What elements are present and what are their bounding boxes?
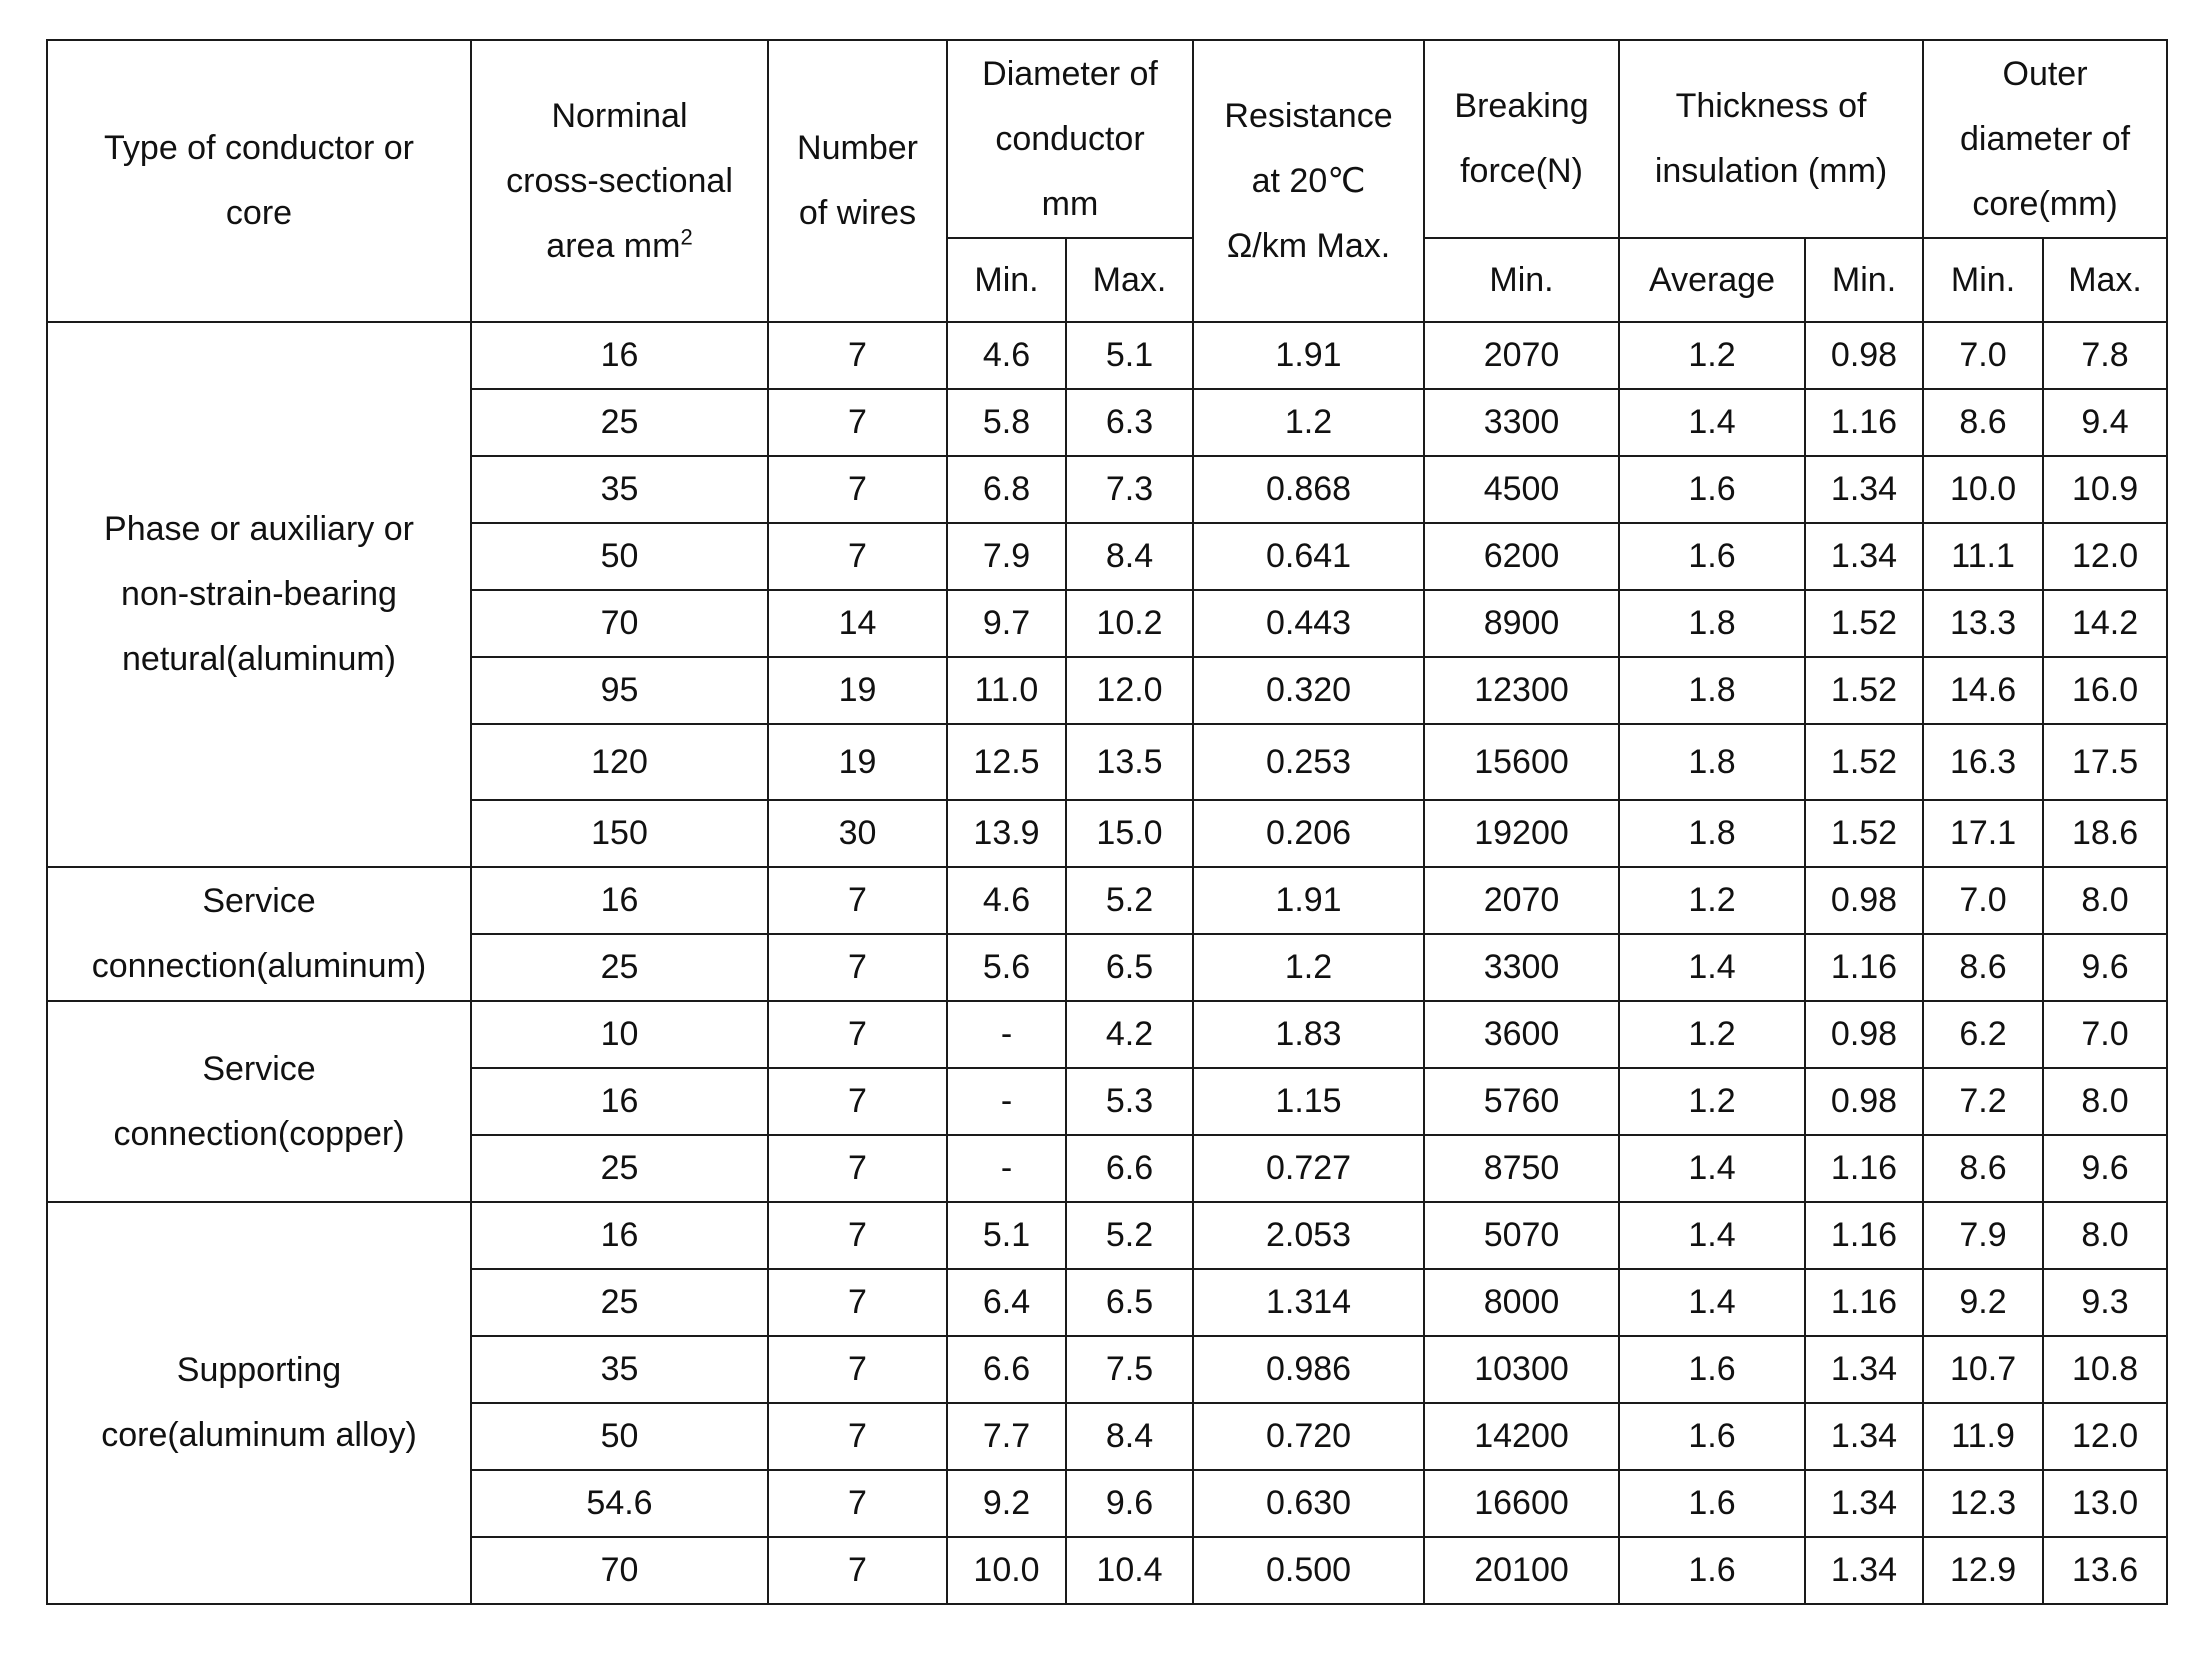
cell-insulation-average: 1.4 [1619, 1135, 1805, 1202]
group-name-line: Service [202, 882, 316, 920]
subheader-breaking-min: Min. [1424, 238, 1619, 322]
cell-insulation-min: 1.16 [1805, 934, 1923, 1001]
cell-area: 25 [471, 934, 768, 1001]
cell-breaking-force: 2070 [1424, 867, 1619, 934]
cell-insulation-min: 1.34 [1805, 1403, 1923, 1470]
table-row [47, 1202, 2167, 1269]
cell-area: 35 [471, 456, 768, 523]
cell-breaking-force: 16600 [1424, 1470, 1619, 1537]
cell-insulation-min: 1.16 [1805, 1269, 1923, 1336]
cell-wires: 7 [768, 1336, 947, 1403]
cell-diameter-max: 6.5 [1066, 1269, 1193, 1336]
cell-insulation-min: 1.52 [1805, 800, 1923, 867]
cell-area: 10 [471, 1001, 768, 1068]
header-wires [768, 40, 947, 322]
cell-insulation-average: 1.6 [1619, 456, 1805, 523]
header-area-line: Norminal [551, 96, 688, 135]
cell-wires: 7 [768, 867, 947, 934]
cell-diameter-min: - [947, 1068, 1066, 1135]
cell-outer-min: 13.3 [1923, 590, 2043, 657]
cell-resistance: 0.986 [1193, 1336, 1424, 1403]
table-row [47, 322, 2167, 389]
cell-area: 50 [471, 523, 768, 590]
cell-resistance: 1.2 [1193, 389, 1424, 456]
group-name-line: non-strain-bearing [121, 575, 397, 613]
cell-insulation-average: 1.4 [1619, 1202, 1805, 1269]
header-outer-line: diameter of [1959, 119, 2131, 158]
header-resistance [1193, 40, 1424, 322]
cell-area: 95 [471, 657, 768, 724]
header-breaking-line: force(N) [1460, 152, 1583, 190]
cell-breaking-force: 20100 [1424, 1537, 1619, 1604]
cell-insulation-min: 1.16 [1805, 1202, 1923, 1269]
cell-resistance: 2.053 [1193, 1202, 1424, 1269]
header-area-unit [476, 214, 763, 279]
cell-outer-min: 10.0 [1923, 456, 2043, 523]
group-name-line: Service [202, 1049, 316, 1088]
cell-outer-max: 7.0 [2043, 1001, 2167, 1068]
cell-outer-min: 11.1 [1923, 523, 2043, 590]
cell-outer-max: 8.0 [2043, 1068, 2167, 1135]
cell-insulation-min: 1.34 [1805, 1537, 1923, 1604]
cell-diameter-min: 4.6 [947, 322, 1066, 389]
cell-outer-min: 7.0 [1923, 322, 2043, 389]
cell-diameter-min: 5.6 [947, 934, 1066, 1001]
cell-outer-max: 16.0 [2043, 657, 2167, 724]
header-diameter-line: conductor [995, 119, 1145, 158]
cell-breaking-force: 19200 [1424, 800, 1619, 867]
cell-insulation-min: 1.52 [1805, 590, 1923, 657]
cell-resistance: 1.314 [1193, 1269, 1424, 1336]
cell-wires: 30 [768, 800, 947, 867]
cell-diameter-max: 5.1 [1066, 322, 1193, 389]
table-row [47, 1001, 2167, 1068]
cell-breaking-force: 5760 [1424, 1068, 1619, 1135]
subheader-outer-max: Max. [2043, 238, 2167, 322]
header-row-top [47, 40, 2167, 238]
header-insulation-line: insulation (mm) [1654, 152, 1888, 190]
cell-diameter-max: 9.6 [1066, 1470, 1193, 1537]
group-name-line: Phase or auxiliary or [104, 510, 414, 548]
header-type-line: Type of conductor or [104, 129, 414, 167]
cell-diameter-max: 7.3 [1066, 456, 1193, 523]
header-wires-line: of wires [798, 194, 917, 232]
cell-area: 120 [471, 724, 768, 800]
cell-insulation-average: 1.8 [1619, 657, 1805, 724]
cell-diameter-max: 13.5 [1066, 724, 1193, 800]
cell-insulation-average: 1.2 [1619, 322, 1805, 389]
cell-wires: 7 [768, 1403, 947, 1470]
header-area-sup: 2 [680, 224, 693, 250]
header-area-line: cross-sectional [506, 161, 733, 200]
cell-breaking-force: 3600 [1424, 1001, 1619, 1068]
group-name-cell [47, 1001, 471, 1202]
cell-diameter-max: 10.4 [1066, 1537, 1193, 1604]
cell-insulation-min: 1.34 [1805, 1336, 1923, 1403]
cell-insulation-min: 0.98 [1805, 1068, 1923, 1135]
cell-diameter-min: - [947, 1135, 1066, 1202]
header-diameter [947, 40, 1193, 238]
cell-wires: 7 [768, 322, 947, 389]
cell-breaking-force: 12300 [1424, 657, 1619, 724]
cell-resistance: 0.720 [1193, 1403, 1424, 1470]
cell-breaking-force: 8000 [1424, 1269, 1619, 1336]
cell-insulation-average: 1.2 [1619, 867, 1805, 934]
cell-outer-max: 10.9 [2043, 456, 2167, 523]
cell-outer-min: 7.9 [1923, 1202, 2043, 1269]
cell-breaking-force: 8900 [1424, 590, 1619, 657]
cell-resistance: 1.91 [1193, 322, 1424, 389]
cell-resistance: 0.320 [1193, 657, 1424, 724]
cell-wires: 7 [768, 456, 947, 523]
cell-outer-max: 12.0 [2043, 523, 2167, 590]
cell-diameter-min: 9.2 [947, 1470, 1066, 1537]
cell-resistance: 0.630 [1193, 1470, 1424, 1537]
cell-wires: 7 [768, 1202, 947, 1269]
group-name-cell [47, 322, 471, 867]
cell-outer-min: 8.6 [1923, 934, 2043, 1001]
cell-wires: 7 [768, 934, 947, 1001]
cell-insulation-min: 1.16 [1805, 1135, 1923, 1202]
cell-insulation-average: 1.6 [1619, 1470, 1805, 1537]
cell-resistance: 1.91 [1193, 867, 1424, 934]
cell-resistance: 0.253 [1193, 724, 1424, 800]
cell-resistance: 0.727 [1193, 1135, 1424, 1202]
cell-insulation-min: 1.34 [1805, 1470, 1923, 1537]
cell-diameter-min: 10.0 [947, 1537, 1066, 1604]
cell-resistance: 1.83 [1193, 1001, 1424, 1068]
cell-area: 25 [471, 1135, 768, 1202]
cell-diameter-min: 4.6 [947, 867, 1066, 934]
group-name-line: connection(aluminum) [91, 947, 427, 985]
header-outer-diameter [1923, 40, 2167, 238]
cell-outer-min: 12.3 [1923, 1470, 2043, 1537]
subheader-insulation-min: Min. [1805, 238, 1923, 322]
cell-diameter-min: 11.0 [947, 657, 1066, 724]
header-breaking-line: Breaking [1454, 87, 1589, 125]
table-row [47, 867, 2167, 934]
group-name-line: core(aluminum alloy) [101, 1416, 417, 1454]
cell-diameter-max: 6.3 [1066, 389, 1193, 456]
cell-outer-max: 13.6 [2043, 1537, 2167, 1604]
cell-wires: 19 [768, 724, 947, 800]
cell-insulation-average: 1.6 [1619, 523, 1805, 590]
cell-insulation-average: 1.6 [1619, 1403, 1805, 1470]
cell-outer-max: 13.0 [2043, 1470, 2167, 1537]
cell-outer-min: 17.1 [1923, 800, 2043, 867]
group-name-cell [47, 1202, 471, 1604]
group-name-cell [47, 867, 471, 1001]
cell-resistance: 0.641 [1193, 523, 1424, 590]
cell-diameter-min: 13.9 [947, 800, 1066, 867]
header-breaking [1424, 40, 1619, 238]
header-diameter-line: Diameter of [982, 54, 1158, 93]
cell-wires: 19 [768, 657, 947, 724]
cell-wires: 7 [768, 1001, 947, 1068]
cell-breaking-force: 3300 [1424, 389, 1619, 456]
cell-insulation-min: 1.16 [1805, 389, 1923, 456]
cell-insulation-average: 1.4 [1619, 1269, 1805, 1336]
header-resistance-line: Resistance [1224, 96, 1393, 135]
cell-resistance: 0.500 [1193, 1537, 1424, 1604]
cell-insulation-min: 1.52 [1805, 724, 1923, 800]
cell-resistance: 0.443 [1193, 590, 1424, 657]
cell-area: 16 [471, 867, 768, 934]
cell-diameter-min: 7.7 [947, 1403, 1066, 1470]
cell-insulation-average: 1.8 [1619, 590, 1805, 657]
table-header [47, 40, 2167, 322]
cell-diameter-min: 9.7 [947, 590, 1066, 657]
cell-insulation-min: 1.52 [1805, 657, 1923, 724]
cell-outer-min: 6.2 [1923, 1001, 2043, 1068]
cell-diameter-max: 8.4 [1066, 1403, 1193, 1470]
cell-breaking-force: 6200 [1424, 523, 1619, 590]
header-insulation-line: Thickness of [1675, 87, 1867, 125]
cell-diameter-max: 7.5 [1066, 1336, 1193, 1403]
cell-area: 16 [471, 1202, 768, 1269]
cell-wires: 7 [768, 1068, 947, 1135]
cell-diameter-min: 5.8 [947, 389, 1066, 456]
cell-diameter-max: 12.0 [1066, 657, 1193, 724]
cell-insulation-average: 1.8 [1619, 724, 1805, 800]
cell-outer-max: 12.0 [2043, 1403, 2167, 1470]
cell-outer-max: 8.0 [2043, 867, 2167, 934]
cell-area: 25 [471, 389, 768, 456]
cell-area: 35 [471, 1336, 768, 1403]
cell-diameter-max: 5.3 [1066, 1068, 1193, 1135]
subheader-outer-min: Min. [1923, 238, 2043, 322]
cell-outer-min: 12.9 [1923, 1537, 2043, 1604]
cell-wires: 7 [768, 1135, 947, 1202]
cell-outer-max: 18.6 [2043, 800, 2167, 867]
cell-wires: 14 [768, 590, 947, 657]
subheader-insulation-average: Average [1619, 238, 1805, 322]
cell-diameter-max: 5.2 [1066, 867, 1193, 934]
cell-breaking-force: 14200 [1424, 1403, 1619, 1470]
cell-insulation-average: 1.2 [1619, 1001, 1805, 1068]
cell-diameter-max: 6.5 [1066, 934, 1193, 1001]
cell-area: 16 [471, 322, 768, 389]
cell-breaking-force: 4500 [1424, 456, 1619, 523]
cell-insulation-average: 1.8 [1619, 800, 1805, 867]
header-area [471, 40, 768, 322]
header-outer-line: Outer [2002, 54, 2088, 93]
header-insulation [1619, 40, 1923, 238]
cell-outer-max: 7.8 [2043, 322, 2167, 389]
cell-outer-min: 10.7 [1923, 1336, 2043, 1403]
cell-breaking-force: 5070 [1424, 1202, 1619, 1269]
cell-breaking-force: 8750 [1424, 1135, 1619, 1202]
cell-breaking-force: 2070 [1424, 322, 1619, 389]
group-name-line: connection(copper) [113, 1114, 405, 1153]
cell-insulation-average: 1.6 [1619, 1336, 1805, 1403]
cell-diameter-max: 4.2 [1066, 1001, 1193, 1068]
cell-diameter-max: 10.2 [1066, 590, 1193, 657]
group-name-line: Supporting [176, 1351, 342, 1389]
cell-area: 54.6 [471, 1470, 768, 1537]
cell-outer-max: 9.3 [2043, 1269, 2167, 1336]
header-diameter-line: mm [1041, 184, 1099, 223]
cell-area: 150 [471, 800, 768, 867]
cell-wires: 7 [768, 1269, 947, 1336]
header-wires-line: Number [797, 129, 918, 167]
cell-insulation-average: 1.4 [1619, 389, 1805, 456]
cell-wires: 7 [768, 523, 947, 590]
cell-insulation-min: 0.98 [1805, 322, 1923, 389]
header-area-line: area mm [546, 226, 681, 265]
cell-wires: 7 [768, 1470, 947, 1537]
cell-insulation-average: 1.4 [1619, 934, 1805, 1001]
cell-outer-max: 9.6 [2043, 934, 2167, 1001]
cell-insulation-average: 1.6 [1619, 1537, 1805, 1604]
cell-breaking-force: 15600 [1424, 724, 1619, 800]
cell-outer-min: 16.3 [1923, 724, 2043, 800]
cell-insulation-min: 0.98 [1805, 867, 1923, 934]
cell-diameter-min: - [947, 1001, 1066, 1068]
table-body [47, 322, 2167, 1604]
cell-outer-min: 8.6 [1923, 1135, 2043, 1202]
cell-outer-max: 9.6 [2043, 1135, 2167, 1202]
subheader-diameter-max: Max. [1066, 238, 1193, 322]
subheader-diameter-min: Min. [947, 238, 1066, 322]
cell-outer-max: 10.8 [2043, 1336, 2167, 1403]
group-name-line: netural(aluminum) [122, 640, 396, 678]
cell-diameter-min: 6.6 [947, 1336, 1066, 1403]
cell-diameter-min: 12.5 [947, 724, 1066, 800]
cell-resistance: 0.206 [1193, 800, 1424, 867]
cell-diameter-max: 5.2 [1066, 1202, 1193, 1269]
cell-diameter-max: 15.0 [1066, 800, 1193, 867]
cell-diameter-min: 6.4 [947, 1269, 1066, 1336]
cell-area: 50 [471, 1403, 768, 1470]
cell-area: 25 [471, 1269, 768, 1336]
cell-outer-min: 9.2 [1923, 1269, 2043, 1336]
cell-area: 70 [471, 1537, 768, 1604]
cell-outer-min: 8.6 [1923, 389, 2043, 456]
cell-diameter-max: 8.4 [1066, 523, 1193, 590]
header-resistance-line: at 20℃ [1251, 161, 1366, 200]
cell-area: 16 [471, 1068, 768, 1135]
cell-diameter-min: 6.8 [947, 456, 1066, 523]
cell-area: 70 [471, 590, 768, 657]
cell-insulation-average: 1.2 [1619, 1068, 1805, 1135]
cell-outer-min: 14.6 [1923, 657, 2043, 724]
cell-insulation-min: 0.98 [1805, 1001, 1923, 1068]
cell-outer-min: 7.2 [1923, 1068, 2043, 1135]
cell-insulation-min: 1.34 [1805, 456, 1923, 523]
cell-outer-min: 7.0 [1923, 867, 2043, 934]
conductor-spec-table [46, 39, 2168, 1605]
cell-outer-max: 14.2 [2043, 590, 2167, 657]
cell-wires: 7 [768, 389, 947, 456]
cell-breaking-force: 10300 [1424, 1336, 1619, 1403]
cell-outer-max: 9.4 [2043, 389, 2167, 456]
header-type-line: core [225, 194, 293, 232]
cell-breaking-force: 3300 [1424, 934, 1619, 1001]
cell-outer-max: 8.0 [2043, 1202, 2167, 1269]
cell-wires: 7 [768, 1537, 947, 1604]
cell-outer-min: 11.9 [1923, 1403, 2043, 1470]
cell-resistance: 1.2 [1193, 934, 1424, 1001]
cell-outer-max: 17.5 [2043, 724, 2167, 800]
cell-resistance: 1.15 [1193, 1068, 1424, 1135]
header-resistance-line: Ω/km Max. [1226, 226, 1391, 265]
cell-diameter-max: 6.6 [1066, 1135, 1193, 1202]
cell-insulation-min: 1.34 [1805, 523, 1923, 590]
cell-diameter-min: 5.1 [947, 1202, 1066, 1269]
header-outer-line: core(mm) [1972, 184, 2118, 223]
cell-resistance: 0.868 [1193, 456, 1424, 523]
cell-diameter-min: 7.9 [947, 523, 1066, 590]
header-type [47, 40, 471, 322]
